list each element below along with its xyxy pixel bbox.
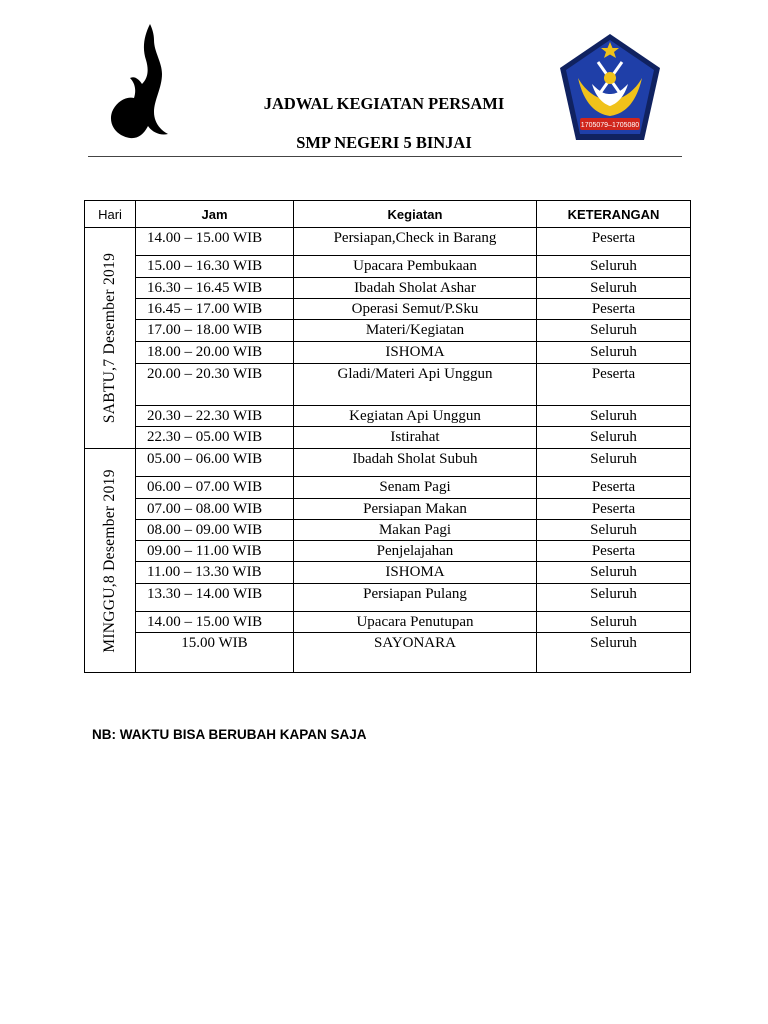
table-row (85, 320, 691, 342)
kegiatan-cell: Persiapan Pulang (294, 584, 537, 612)
jam-cell: 14.00 – 15.00 WIB (136, 612, 294, 633)
kegiatan-cell: SAYONARA (294, 633, 537, 673)
table-row (85, 499, 691, 520)
header-keterangan: KETERANGAN (537, 201, 691, 228)
table-row (85, 612, 691, 633)
table-row (85, 449, 691, 477)
keterangan-cell: Seluruh (537, 584, 691, 612)
table-row (85, 256, 691, 278)
header-jam: Jam (136, 201, 294, 228)
keterangan-cell: Seluruh (537, 612, 691, 633)
page-title: JADWAL KEGIATAN PERSAMI (263, 94, 505, 113)
header-hari: Hari (85, 201, 136, 228)
table-row (85, 584, 691, 612)
table-header-row (85, 201, 691, 228)
jam-cell: 18.00 – 20.00 WIB (136, 342, 294, 364)
keterangan-cell: Seluruh (537, 520, 691, 541)
keterangan-cell: Peserta (537, 499, 691, 520)
jam-cell: 05.00 – 06.00 WIB (136, 449, 294, 477)
kegiatan-cell: Persiapan,Check in Barang (294, 228, 537, 256)
keterangan-cell: Seluruh (537, 427, 691, 449)
table-row (85, 520, 691, 541)
kegiatan-cell: ISHOMA (294, 342, 537, 364)
keterangan-cell: Seluruh (537, 406, 691, 427)
keterangan-cell: Seluruh (537, 633, 691, 673)
keterangan-cell: Peserta (537, 299, 691, 320)
table-row (85, 562, 691, 584)
kegiatan-cell: Ibadah Sholat Subuh (294, 449, 537, 477)
keterangan-cell: Peserta (537, 477, 691, 499)
day-cell (85, 449, 136, 673)
kegiatan-cell: Upacara Penutupan (294, 612, 537, 633)
keterangan-cell: Peserta (537, 541, 691, 562)
jam-cell: 15.00 – 16.30 WIB (136, 256, 294, 278)
keterangan-cell: Seluruh (537, 449, 691, 477)
jam-cell: 16.45 – 17.00 WIB (136, 299, 294, 320)
keterangan-cell: Seluruh (537, 278, 691, 299)
kegiatan-cell: Gladi/Materi Api Unggun (294, 364, 537, 406)
footnote: NB: WAKTU BISA BERUBAH KAPAN SAJA (92, 727, 367, 742)
kegiatan-cell: Materi/Kegiatan (294, 320, 537, 342)
keterangan-cell: Seluruh (537, 256, 691, 278)
day-label: SABTU,7 Desember 2019 (101, 252, 118, 424)
table-row (85, 406, 691, 427)
keterangan-cell: Seluruh (537, 320, 691, 342)
table-row (85, 427, 691, 449)
jam-cell: 16.30 – 16.45 WIB (136, 278, 294, 299)
jam-cell: 20.00 – 20.30 WIB (136, 364, 294, 406)
school-name: SMP NEGERI 5 BINJAI (296, 133, 472, 152)
table-row (85, 364, 691, 406)
keterangan-cell: Seluruh (537, 342, 691, 364)
header-divider (88, 156, 682, 157)
jam-cell: 20.30 – 22.30 WIB (136, 406, 294, 427)
table-row (85, 299, 691, 320)
jam-cell: 06.00 – 07.00 WIB (136, 477, 294, 499)
jam-cell: 08.00 – 09.00 WIB (136, 520, 294, 541)
kegiatan-cell: Penjelajahan (294, 541, 537, 562)
emblem-text: 1705079–1705080 (580, 122, 640, 129)
jam-cell: 09.00 – 11.00 WIB (136, 541, 294, 562)
jam-cell: 14.00 – 15.00 WIB (136, 228, 294, 256)
jam-cell: 15.00 WIB (136, 633, 294, 673)
jam-cell: 22.30 – 05.00 WIB (136, 427, 294, 449)
table-row (85, 278, 691, 299)
kegiatan-cell: Istirahat (294, 427, 537, 449)
kegiatan-cell: Upacara Pembukaan (294, 256, 537, 278)
keterangan-cell: Peserta (537, 364, 691, 406)
kegiatan-cell: Senam Pagi (294, 477, 537, 499)
kegiatan-cell: ISHOMA (294, 562, 537, 584)
kegiatan-cell: Persiapan Makan (294, 499, 537, 520)
day-label: MINGGU,8 Desember 2019 (101, 468, 118, 653)
kegiatan-cell: Makan Pagi (294, 520, 537, 541)
kegiatan-cell: Ibadah Sholat Ashar (294, 278, 537, 299)
kegiatan-cell: Kegiatan Api Unggun (294, 406, 537, 427)
kegiatan-cell: Operasi Semut/P.Sku (294, 299, 537, 320)
schedule-body (85, 228, 691, 673)
table-row (85, 541, 691, 562)
table-row (85, 228, 691, 256)
jam-cell: 13.30 – 14.00 WIB (136, 584, 294, 612)
table-row (85, 477, 691, 499)
header-kegiatan: Kegiatan (294, 201, 537, 228)
table-row (85, 633, 691, 673)
school-emblem (556, 32, 664, 144)
schedule-table (84, 200, 691, 673)
jam-cell: 07.00 – 08.00 WIB (136, 499, 294, 520)
jam-cell: 17.00 – 18.00 WIB (136, 320, 294, 342)
jam-cell: 11.00 – 13.30 WIB (136, 562, 294, 584)
table-row (85, 342, 691, 364)
keterangan-cell: Peserta (537, 228, 691, 256)
pramuka-logo (104, 22, 176, 142)
day-cell (85, 228, 136, 449)
keterangan-cell: Seluruh (537, 562, 691, 584)
